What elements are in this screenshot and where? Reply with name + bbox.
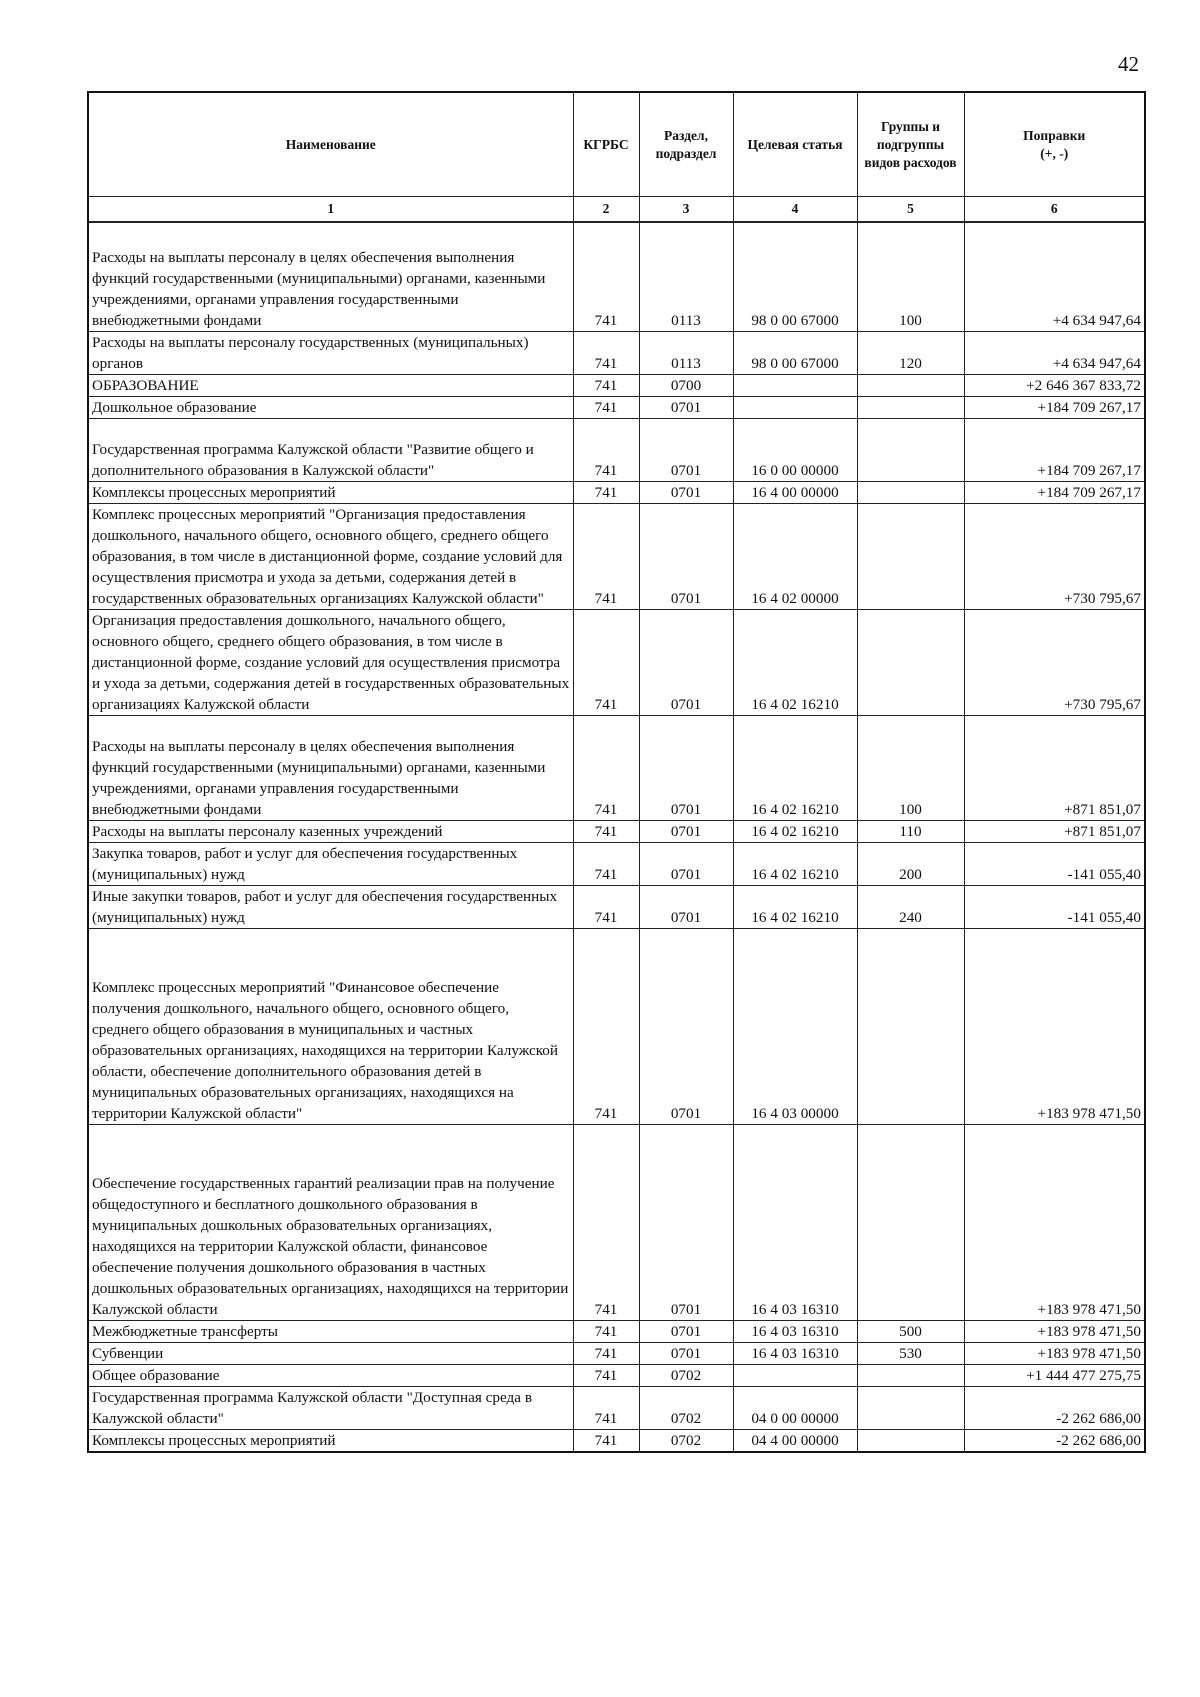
header-amount-line1: Поправки [1023, 127, 1086, 143]
row-group [857, 1365, 964, 1387]
row-section: 0701 [639, 716, 733, 821]
row-target: 16 4 03 00000 [733, 929, 857, 1125]
row-amount: +2 646 367 833,72 [964, 375, 1145, 397]
row-group [857, 419, 964, 482]
row-amount: +184 709 267,17 [964, 482, 1145, 504]
row-amount: +184 709 267,17 [964, 397, 1145, 419]
row-kgrbs: 741 [573, 419, 639, 482]
row-amount: +183 978 471,50 [964, 1125, 1145, 1321]
row-name: Межбюджетные трансферты [88, 1321, 573, 1343]
row-name: Государственная программа Калужской области "Доступная среда в Калужской области" [88, 1387, 573, 1430]
row-section: 0701 [639, 843, 733, 886]
page-number: 42 [1118, 52, 1139, 76]
row-group: 530 [857, 1343, 964, 1365]
row-kgrbs: 741 [573, 1343, 639, 1365]
row-target: 16 4 02 16210 [733, 843, 857, 886]
row-target: 16 4 03 16310 [733, 1321, 857, 1343]
row-section: 0701 [639, 821, 733, 843]
header-section: Раздел, подраздел [639, 92, 733, 197]
row-group [857, 1387, 964, 1430]
row-name: ОБРАЗОВАНИЕ [88, 375, 573, 397]
row-group [857, 1125, 964, 1321]
row-amount: +4 634 947,64 [964, 332, 1145, 375]
header-amount-line2: (+, -) [1040, 145, 1069, 161]
row-section: 0701 [639, 419, 733, 482]
row-kgrbs: 741 [573, 1365, 639, 1387]
row-target: 16 4 02 00000 [733, 504, 857, 610]
row-name: Дошкольное образование [88, 397, 573, 419]
row-section: 0701 [639, 397, 733, 419]
row-kgrbs: 741 [573, 716, 639, 821]
row-name: Расходы на выплаты персоналу государственных (муниципальных) органов [88, 332, 573, 375]
row-group: 200 [857, 843, 964, 886]
row-name: Иные закупки товаров, работ и услуг для обеспечения государственных (муниципальных) нужд [88, 886, 573, 929]
row-name: Комплексы процессных мероприятий [88, 482, 573, 504]
row-kgrbs: 741 [573, 929, 639, 1125]
row-target: 16 4 02 16210 [733, 716, 857, 821]
row-kgrbs: 741 [573, 482, 639, 504]
row-group [857, 482, 964, 504]
row-name: Комплекс процессных мероприятий "Финансовое обеспечение получения дошкольного, начального общего, основного общего, среднего общего образования в муниципальных и частных образовательных организациях, находящихся на территории Калужской области, обеспечение дополнительного образования детей в муниципальных образовательных организациях, находящихся на территории Калужской области" [88, 929, 573, 1125]
table-row [88, 222, 1145, 332]
table-row [88, 1125, 1145, 1321]
row-amount: +730 795,67 [964, 504, 1145, 610]
row-section: 0701 [639, 504, 733, 610]
row-section: 0701 [639, 929, 733, 1125]
row-kgrbs: 741 [573, 1321, 639, 1343]
header-kgrbs: КГРБС [573, 92, 639, 197]
header-row [88, 92, 1145, 197]
table-row [88, 1365, 1145, 1387]
column-number: 5 [857, 197, 964, 223]
row-section: 0701 [639, 886, 733, 929]
row-name: Расходы на выплаты персоналу в целях обеспечения выполнения функций государственными (муниципальными) органами, казенными учреждениями, органами управления государственными внебюджетными фондами [88, 222, 573, 332]
header-group: Группы и подгруппы видов расходов [857, 92, 964, 197]
row-section: 0702 [639, 1430, 733, 1453]
row-target [733, 1365, 857, 1387]
row-target: 16 4 03 16310 [733, 1343, 857, 1365]
table-row [88, 1430, 1145, 1453]
row-group: 100 [857, 716, 964, 821]
table-row [88, 716, 1145, 821]
row-target: 16 4 02 16210 [733, 886, 857, 929]
row-name: Государственная программа Калужской области "Развитие общего и дополнительного образования в Калужской области" [88, 419, 573, 482]
row-amount: +183 978 471,50 [964, 929, 1145, 1125]
row-group [857, 929, 964, 1125]
row-amount: +871 851,07 [964, 716, 1145, 821]
row-section: 0701 [639, 610, 733, 716]
row-amount: -2 262 686,00 [964, 1387, 1145, 1430]
row-kgrbs: 741 [573, 1430, 639, 1453]
row-amount: -2 262 686,00 [964, 1430, 1145, 1453]
row-group: 100 [857, 222, 964, 332]
budget-table [87, 91, 1146, 1453]
row-section: 0113 [639, 332, 733, 375]
row-section: 0701 [639, 1343, 733, 1365]
row-section: 0701 [639, 1321, 733, 1343]
table-row [88, 332, 1145, 375]
column-number: 2 [573, 197, 639, 223]
row-section: 0700 [639, 375, 733, 397]
row-name: Общее образование [88, 1365, 573, 1387]
row-kgrbs: 741 [573, 397, 639, 419]
row-target [733, 375, 857, 397]
table-row [88, 1321, 1145, 1343]
row-target: 98 0 00 67000 [733, 222, 857, 332]
table-row [88, 1387, 1145, 1430]
row-amount: +183 978 471,50 [964, 1343, 1145, 1365]
row-amount: -141 055,40 [964, 843, 1145, 886]
row-name: Расходы на выплаты персоналу в целях обеспечения выполнения функций государственными (муниципальными) органами, казенными учреждениями, органами управления государственными внебюджетными фондами [88, 716, 573, 821]
row-group [857, 610, 964, 716]
row-target: 16 4 02 16210 [733, 821, 857, 843]
row-group: 110 [857, 821, 964, 843]
row-amount: +1 444 477 275,75 [964, 1365, 1145, 1387]
row-kgrbs: 741 [573, 222, 639, 332]
row-name: Закупка товаров, работ и услуг для обеспечения государственных (муниципальных) нужд [88, 843, 573, 886]
row-section: 0702 [639, 1365, 733, 1387]
table-row [88, 929, 1145, 1125]
row-name: Субвенции [88, 1343, 573, 1365]
row-section: 0702 [639, 1387, 733, 1430]
row-kgrbs: 741 [573, 886, 639, 929]
header-target: Целевая статья [733, 92, 857, 197]
header-amount [964, 92, 1145, 197]
header-name: Наименование [88, 92, 573, 197]
row-group [857, 375, 964, 397]
row-kgrbs: 741 [573, 1125, 639, 1321]
row-name: Комплексы процессных мероприятий [88, 1430, 573, 1453]
row-group [857, 397, 964, 419]
table-row [88, 821, 1145, 843]
row-amount: +184 709 267,17 [964, 419, 1145, 482]
row-kgrbs: 741 [573, 1387, 639, 1430]
row-name: Организация предоставления дошкольного, начального общего, основного общего, среднего общего образования, в том числе в дистанционной форме, создание условий для осуществления присмотра и ухода за детьми, содержания детей в государственных образовательных организациях Калужской области [88, 610, 573, 716]
row-name: Обеспечение государственных гарантий реализации прав на получение общедоступного и бесплатного дошкольного образования в муниципальных дошкольных образовательных организациях, находящихся на территории Калужской области, финансовое обеспечение получения дошкольного образования в частных дошкольных образовательных организациях, находящихся на территории Калужской области [88, 1125, 573, 1321]
column-number: 3 [639, 197, 733, 223]
row-target: 04 0 00 00000 [733, 1387, 857, 1430]
row-section: 0701 [639, 482, 733, 504]
row-group: 120 [857, 332, 964, 375]
row-kgrbs: 741 [573, 821, 639, 843]
table-row [88, 610, 1145, 716]
row-target: 16 0 00 00000 [733, 419, 857, 482]
row-kgrbs: 741 [573, 332, 639, 375]
table-row [88, 419, 1145, 482]
row-kgrbs: 741 [573, 610, 639, 716]
row-section: 0701 [639, 1125, 733, 1321]
row-group [857, 1430, 964, 1453]
row-target: 16 4 00 00000 [733, 482, 857, 504]
row-amount: +183 978 471,50 [964, 1321, 1145, 1343]
row-group: 240 [857, 886, 964, 929]
row-target: 16 4 02 16210 [733, 610, 857, 716]
row-target [733, 397, 857, 419]
row-kgrbs: 741 [573, 375, 639, 397]
row-amount: +4 634 947,64 [964, 222, 1145, 332]
row-kgrbs: 741 [573, 504, 639, 610]
row-group: 500 [857, 1321, 964, 1343]
row-kgrbs: 741 [573, 843, 639, 886]
row-amount: -141 055,40 [964, 886, 1145, 929]
row-target: 04 4 00 00000 [733, 1430, 857, 1453]
row-target: 98 0 00 67000 [733, 332, 857, 375]
table-row [88, 397, 1145, 419]
column-number: 1 [88, 197, 573, 223]
row-target: 16 4 03 16310 [733, 1125, 857, 1321]
table-row [88, 1343, 1145, 1365]
column-number-row [88, 197, 1145, 223]
row-name: Расходы на выплаты персоналу казенных учреждений [88, 821, 573, 843]
row-group [857, 504, 964, 610]
row-amount: +730 795,67 [964, 610, 1145, 716]
table-row [88, 375, 1145, 397]
column-number: 4 [733, 197, 857, 223]
table-row [88, 843, 1145, 886]
table-row [88, 482, 1145, 504]
table-row [88, 504, 1145, 610]
row-section: 0113 [639, 222, 733, 332]
row-name: Комплекс процессных мероприятий "Организация предоставления дошкольного, начального общего, основного общего, среднего общего образования, в том числе в дистанционной форме, создание условий для осуществления присмотра и ухода за детьми, содержания детей в государственных образовательных организациях Калужской области" [88, 504, 573, 610]
column-number: 6 [964, 197, 1145, 223]
row-amount: +871 851,07 [964, 821, 1145, 843]
table-row [88, 886, 1145, 929]
